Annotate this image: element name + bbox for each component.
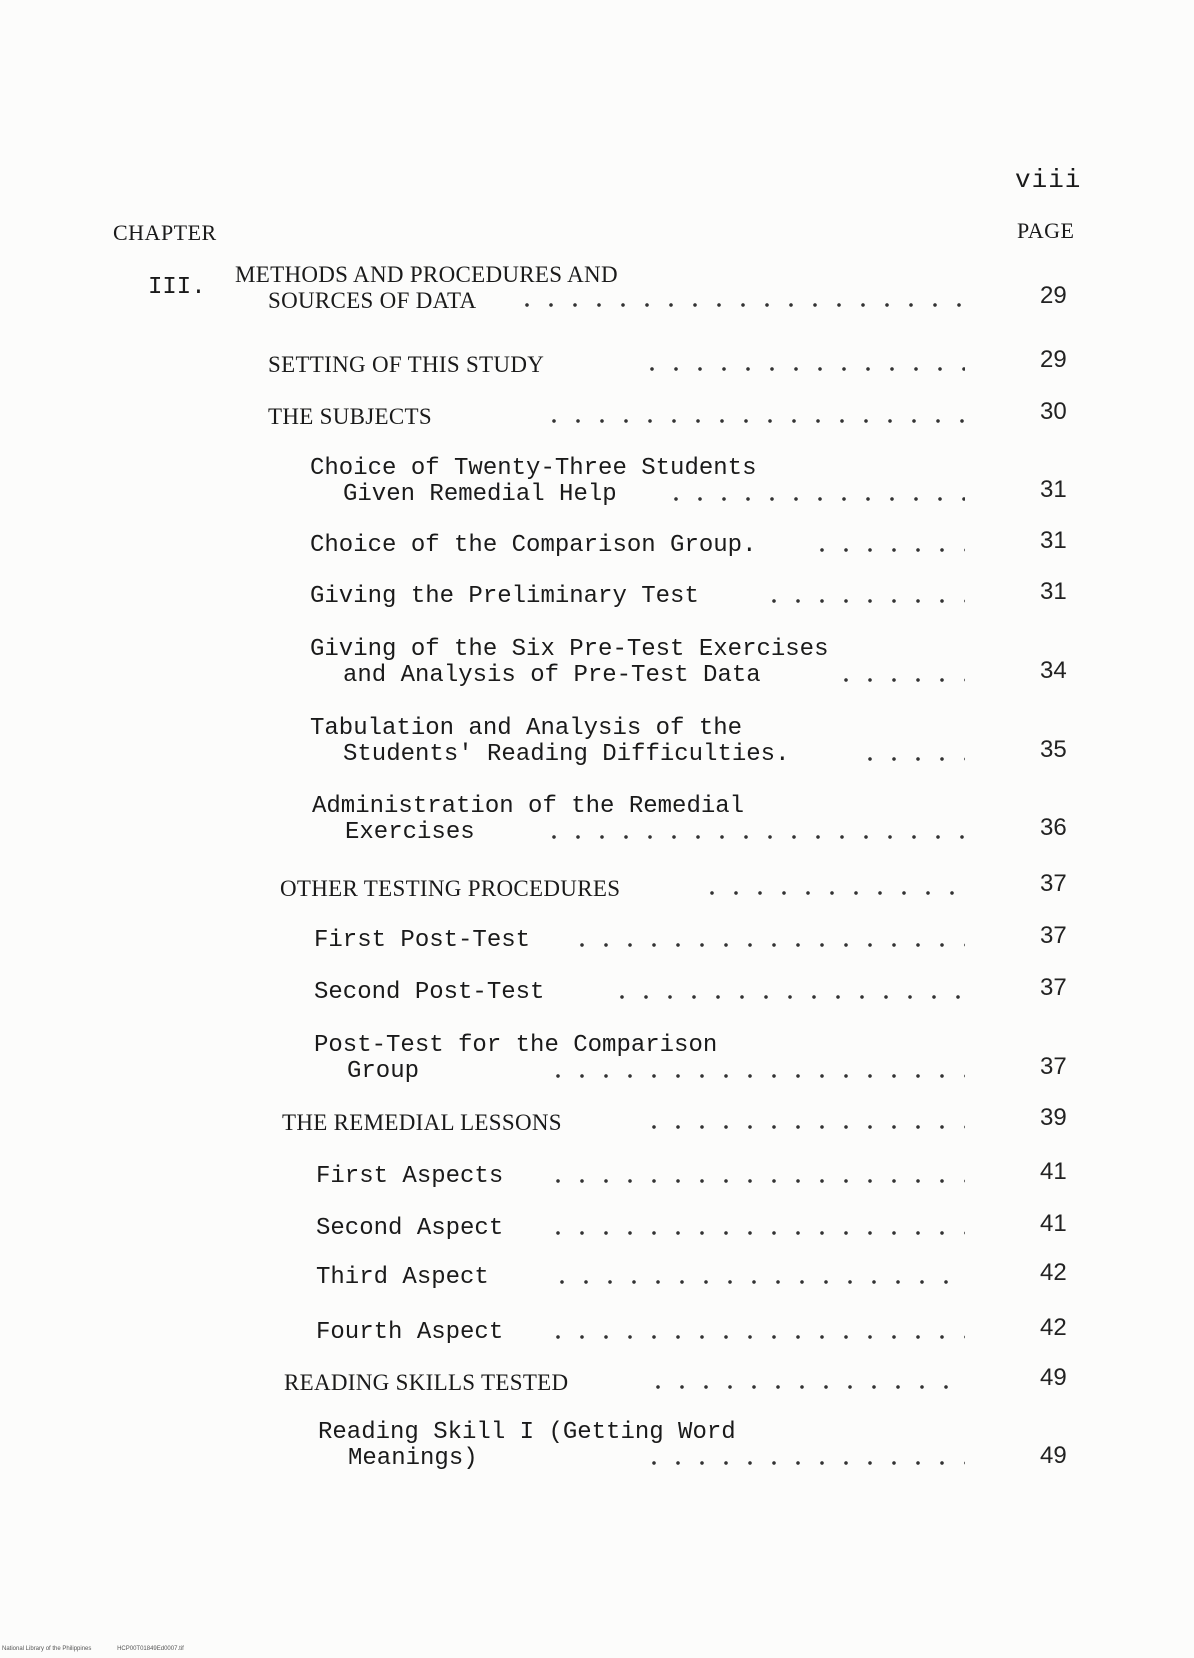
roman-page-number: viii	[1015, 165, 1082, 195]
toc-page-number: 39	[1040, 1104, 1067, 1131]
toc-page-number: 49	[1040, 1364, 1067, 1391]
toc-entry-title: First Aspects	[316, 1163, 504, 1190]
toc-entry-title-continued: Given Remedial Help	[343, 481, 617, 508]
toc-entry-title: First Post-Test	[314, 927, 531, 954]
dot-leader	[546, 1335, 965, 1339]
toc-page-number: 34	[1040, 657, 1067, 684]
toc-page-number: 37	[1040, 922, 1067, 949]
toc-page-number: 41	[1040, 1158, 1067, 1185]
dot-leader	[762, 599, 965, 603]
toc-entry-title: Reading Skill I (Getting Word	[318, 1419, 736, 1446]
dot-leader	[542, 419, 965, 423]
toc-page-number: 41	[1040, 1210, 1067, 1237]
dot-leader	[642, 1461, 965, 1465]
toc-page-number: 35	[1040, 736, 1067, 763]
dot-leader	[546, 1231, 965, 1235]
dot-leader	[550, 1280, 965, 1284]
toc-page-number: 37	[1040, 1053, 1067, 1080]
toc-page-number: 31	[1040, 578, 1067, 605]
dot-leader	[515, 303, 965, 307]
dot-leader	[570, 943, 965, 947]
toc-entry-title: Fourth Aspect	[316, 1319, 504, 1346]
toc-entry-title-continued: Students' Reading Difficulties.	[343, 741, 790, 768]
toc-entry-title: OTHER TESTING PROCEDURES	[280, 876, 621, 901]
toc-entry-title: Giving the Preliminary Test	[310, 583, 699, 610]
toc-page-number: 37	[1040, 974, 1067, 1001]
toc-page-number: 49	[1040, 1442, 1067, 1469]
toc-entry-title: THE REMEDIAL LESSONS	[282, 1110, 562, 1135]
toc-entry-title-continued: Group	[347, 1058, 420, 1085]
dot-leader	[858, 757, 965, 761]
toc-entry-title: SETTING OF THIS STUDY	[268, 352, 545, 377]
toc-page-number: 29	[1040, 346, 1067, 373]
toc-entry-title: Administration of the Remedial	[312, 793, 745, 820]
toc-page-number: 37	[1040, 870, 1067, 897]
toc-entry-title: METHODS AND PROCEDURES AND	[235, 262, 618, 287]
chapter-number: III.	[148, 274, 206, 301]
toc-page-number: 29	[1040, 282, 1067, 309]
dot-leader	[646, 1385, 965, 1389]
toc-page-number: 30	[1040, 398, 1067, 425]
toc-entry-title: Choice of the Comparison Group.	[310, 532, 757, 559]
toc-entry-title-continued: Exercises	[345, 819, 475, 846]
toc-entry-title: Post-Test for the Comparison	[314, 1032, 718, 1059]
dot-leader	[542, 835, 965, 839]
toc-entry-title: Second Post-Test	[314, 979, 545, 1006]
chapter-column-header: CHAPTER	[113, 220, 217, 245]
toc-entry-title: Giving of the Six Pre-Test Exercises	[310, 636, 829, 663]
dot-leader	[810, 548, 965, 552]
toc-entry-title: Tabulation and Analysis of the	[310, 715, 743, 742]
dot-leader	[834, 678, 965, 682]
toc-entry-title-continued: and Analysis of Pre-Test Data	[343, 662, 761, 689]
toc-page-number: 36	[1040, 814, 1067, 841]
dot-leader	[546, 1179, 965, 1183]
dot-leader	[640, 367, 965, 371]
toc-page-number: 31	[1040, 476, 1067, 503]
page-column-header: PAGE	[1017, 218, 1075, 243]
dot-leader	[642, 1125, 965, 1129]
dot-leader	[610, 995, 965, 999]
dot-leader	[546, 1074, 965, 1078]
toc-entry-title: Third Aspect	[316, 1264, 489, 1291]
toc-entry-title: Second Aspect	[316, 1215, 504, 1242]
toc-entry-title: Choice of Twenty-Three Students	[310, 455, 757, 482]
scan-footer	[2, 1646, 208, 1652]
toc-page-number: 31	[1040, 527, 1067, 554]
dot-leader	[700, 891, 965, 895]
toc-page-number: 42	[1040, 1259, 1067, 1286]
toc-entry-title: THE SUBJECTS	[268, 404, 432, 429]
footer-file-id: HCP00T01849Ed0007.tif	[117, 1646, 184, 1652]
toc-entry-title: READING SKILLS TESTED	[284, 1370, 569, 1395]
toc-entry-title-continued: Meanings)	[348, 1445, 478, 1472]
toc-entry-title-continued: SOURCES OF DATA	[268, 288, 477, 313]
dot-leader	[664, 497, 965, 501]
footer-library: National Library of the Philippines	[2, 1646, 92, 1652]
toc-page-number: 42	[1040, 1314, 1067, 1341]
